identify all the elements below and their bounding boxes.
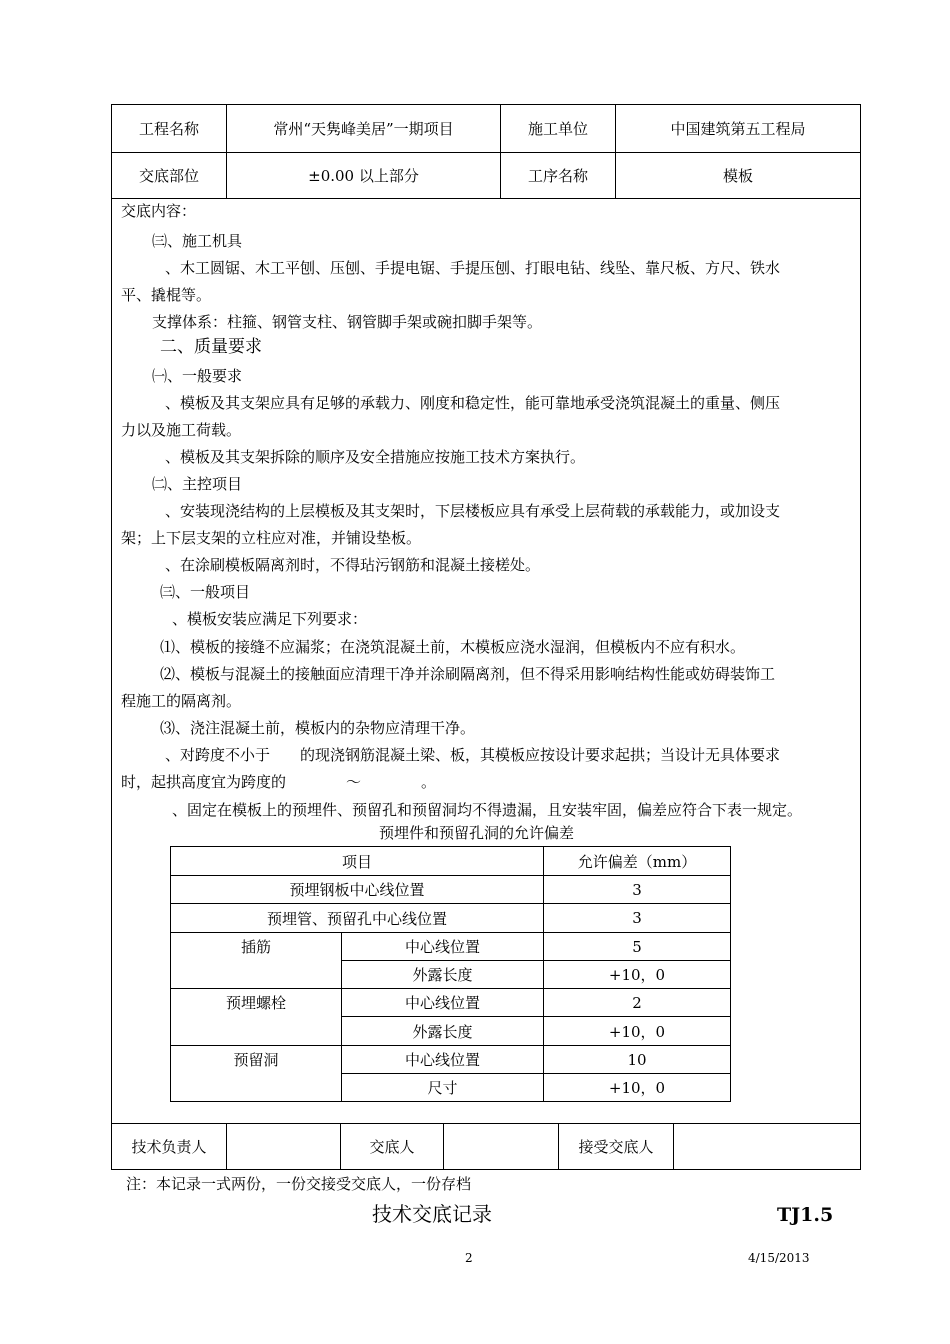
- form-border-left: [111, 104, 112, 1170]
- tt-row-item: 预埋钢板中心线位置: [289, 881, 425, 899]
- tt-row-value: 2: [632, 993, 642, 1012]
- content-line: 时，起拱高度宜为跨度的 ～ 。: [121, 773, 437, 791]
- content-line: 二、质量要求: [160, 337, 262, 357]
- footer-note: 注：本记录一式两份，一份交接受交底人，一份存档: [126, 1175, 472, 1193]
- tt-border-bottom: [170, 1101, 731, 1102]
- content-line: 、模板及其支架拆除的顺序及安全措施应按施工技术方案执行。: [165, 448, 586, 466]
- record-code: TJ1.5: [777, 1204, 834, 1226]
- content-line: ㈡、主控项目: [152, 475, 243, 493]
- discloser-label: 交底人: [369, 1138, 415, 1156]
- content-line: 平、撬棍等。: [121, 286, 212, 304]
- tolerance-table-caption: 预埋件和预留孔洞的允许偏差: [379, 824, 575, 842]
- tt-row-value: 3: [632, 880, 642, 899]
- content-line: 、木工圆锯、木工平刨、压刨、手提电锯、手提压刨、打眼电钻、线坠、靠尺板、方尺、铁水: [165, 259, 781, 277]
- tt-sub-label: 中心线位置: [404, 938, 480, 956]
- form-border-right: [860, 104, 861, 1170]
- content-line: ⑴、模板的接缝不应漏浆；在浇筑混凝土前，木模板应浇水湿润，但模板内不应有积水。: [160, 638, 746, 656]
- content-heading: 交底内容：: [121, 202, 197, 220]
- content-line: 、模板及其支架应具有足够的承载力、刚度和稳定性，能可靠地承受浇筑混凝土的重量、侧压: [165, 394, 781, 412]
- record-title: 技术交底记录: [372, 1202, 492, 1226]
- contractor-value: 中国建筑第五工程局: [670, 120, 806, 138]
- tt-border-right: [730, 846, 731, 1102]
- tt-row-value: 10: [627, 1050, 647, 1069]
- contractor-label: 施工单位: [527, 120, 588, 138]
- tech-lead-signature-field[interactable]: [227, 1124, 340, 1169]
- content-line: ⑵、模板与混凝土的接触面应清理干净并涂刷隔离剂，但不得采用影响结构性能或妨碍装饰工: [160, 665, 776, 683]
- tt-sub-label: 外露长度: [412, 966, 473, 984]
- content-line: 、安装现浇结构的上层模板及其支架时，下层楼板应具有承受上层荷载的承载能力，或加设支: [165, 502, 781, 520]
- tt-sub-label: 尺寸: [427, 1079, 458, 1097]
- tt-row-value: +10，0: [608, 966, 666, 984]
- page-number: 2: [465, 1251, 473, 1265]
- process-label: 工序名称: [527, 167, 588, 185]
- tt-header-item: 项目: [341, 852, 372, 871]
- content-line: 、模板安装应满足下列要求：: [172, 610, 368, 628]
- tt-sub-label: 中心线位置: [404, 1051, 480, 1069]
- content-line: ⑶、浇注混凝土前，模板内的杂物应清理干净。: [160, 719, 476, 737]
- content-line: 、对跨度不小于 的现浇钢筋混凝土梁、板，其模板应按设计要求起拱；当设计无具体要求: [165, 746, 781, 764]
- content-line: 力以及施工荷载。: [121, 421, 242, 439]
- content-line: ㈠、一般要求: [152, 367, 243, 385]
- header-bottom-divider: [111, 198, 861, 199]
- content-line: 支撑体系：柱箍、钢管支柱、钢管脚手架或碗扣脚手架等。: [152, 313, 543, 331]
- part-label: 交底部位: [138, 167, 199, 185]
- project-name-label: 工程名称: [138, 120, 199, 138]
- project-name-value: 常州“天隽峰美居”一期项目: [273, 120, 454, 138]
- tt-row-item: 预埋管、预留孔中心线位置: [266, 909, 447, 928]
- process-value: 模板: [722, 167, 753, 185]
- discloser-signature-field[interactable]: [444, 1124, 558, 1169]
- tt-group-label: 插筋: [240, 938, 271, 956]
- tt-row-value: +10，0: [608, 1022, 666, 1041]
- part-value: ±0.00 以上部分: [308, 167, 419, 185]
- tech-lead-label: 技术负责人: [131, 1138, 207, 1156]
- tt-row-value: 5: [632, 937, 642, 956]
- content-line: 程施工的隔离剂。: [121, 692, 242, 710]
- tt-group-label: 预埋螺栓: [225, 994, 286, 1012]
- tt-header-tolerance: 允许偏差（mm）: [577, 852, 697, 871]
- content-line: 、在涂刷模板隔离剂时，不得玷污钢筋和混凝土接槎处。: [165, 556, 541, 574]
- footer-date: 4/15/2013: [748, 1251, 810, 1265]
- tt-sub-label: 中心线位置: [404, 994, 480, 1012]
- content-line: 架；上下层支架的立柱应对准，并铺设垫板。: [121, 529, 422, 547]
- receiver-signature-field[interactable]: [674, 1124, 860, 1169]
- content-line: ㈢、一般项目: [160, 583, 251, 601]
- receiver-label: 接受交底人: [578, 1138, 654, 1156]
- tt-row-value: +10，0: [608, 1079, 666, 1097]
- form-border-bottom: [111, 1169, 861, 1170]
- content-line: 、固定在模板上的预埋件、预留孔和预留洞均不得遗漏，且安装牢固，偏差应符合下表一规定。: [172, 801, 803, 819]
- tt-sub-label: 外露长度: [412, 1022, 473, 1041]
- content-line: ㈢、施工机具: [152, 232, 243, 250]
- tt-group-label: 预留洞: [233, 1051, 279, 1069]
- tt-row-value: 3: [632, 909, 642, 927]
